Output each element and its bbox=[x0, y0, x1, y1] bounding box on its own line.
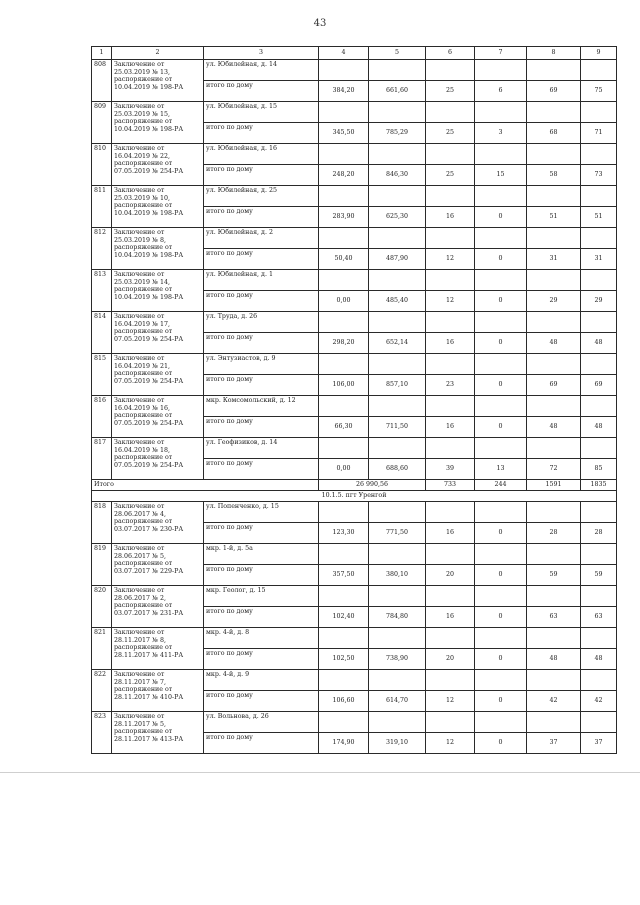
subtotal-label-cell: итого по дому bbox=[204, 417, 319, 438]
value-cell: 58 bbox=[527, 165, 581, 186]
empty-cell bbox=[369, 186, 426, 207]
value-cell: 688,60 bbox=[369, 459, 426, 480]
value-cell: 66,30 bbox=[319, 417, 369, 438]
subtotal-label-cell: итого по дому bbox=[204, 249, 319, 270]
column-header: 9 bbox=[581, 47, 617, 60]
subtotal-label-cell: итого по дому bbox=[204, 375, 319, 396]
document-cell: Заключение от 28.11.2017 № 8, распоряжение от 28.11.2017 № 411-РА bbox=[112, 628, 204, 670]
value-cell: 0,00 bbox=[319, 459, 369, 480]
row-number-cell: 817 bbox=[92, 438, 112, 480]
value-cell: 0 bbox=[475, 417, 527, 438]
value-cell: 319,10 bbox=[369, 733, 426, 754]
total-value-cell: 1591 bbox=[527, 480, 581, 491]
value-cell: 59 bbox=[581, 565, 617, 586]
row-number-cell: 810 bbox=[92, 144, 112, 186]
table-row bbox=[92, 228, 617, 249]
table-row bbox=[92, 670, 617, 691]
empty-cell bbox=[369, 102, 426, 123]
row-number-cell: 812 bbox=[92, 228, 112, 270]
empty-cell bbox=[527, 586, 581, 607]
subtotal-label-cell: итого по дому bbox=[204, 123, 319, 144]
empty-cell bbox=[426, 270, 475, 291]
total-label-cell: Итого bbox=[92, 480, 319, 491]
value-cell: 25 bbox=[426, 165, 475, 186]
value-cell: 487,90 bbox=[369, 249, 426, 270]
empty-cell bbox=[475, 102, 527, 123]
empty-cell bbox=[369, 586, 426, 607]
row-number-cell: 820 bbox=[92, 586, 112, 628]
empty-cell bbox=[426, 312, 475, 333]
table-row bbox=[92, 186, 617, 207]
document-cell: Заключение от 28.06.2017 № 2, распоряжение от 03.07.2017 № 231-РА bbox=[112, 586, 204, 628]
empty-cell bbox=[369, 544, 426, 565]
empty-cell bbox=[426, 228, 475, 249]
table-row bbox=[92, 60, 617, 81]
value-cell: 102,50 bbox=[319, 649, 369, 670]
column-header: 6 bbox=[426, 47, 475, 60]
table-row bbox=[92, 438, 617, 459]
table-row bbox=[92, 586, 617, 607]
empty-cell bbox=[475, 712, 527, 733]
value-cell: 37 bbox=[581, 733, 617, 754]
empty-cell bbox=[369, 60, 426, 81]
value-cell: 63 bbox=[527, 607, 581, 628]
value-cell: 123,30 bbox=[319, 523, 369, 544]
column-header-row bbox=[92, 47, 617, 60]
empty-cell bbox=[581, 60, 617, 81]
document-cell: Заключение от 25.03.2019 № 13, распоряжение от 10.04.2019 № 198-РА bbox=[112, 60, 204, 102]
total-value-cell: 244 bbox=[475, 480, 527, 491]
document-cell: Заключение от 16.04.2019 № 17, распоряжение от 07.05.2019 № 254-РА bbox=[112, 312, 204, 354]
empty-cell bbox=[527, 712, 581, 733]
address-cell: мкр. 4-й, д. 8 bbox=[204, 628, 319, 649]
value-cell: 0 bbox=[475, 291, 527, 312]
empty-cell bbox=[581, 312, 617, 333]
value-cell: 0 bbox=[475, 333, 527, 354]
value-cell: 31 bbox=[527, 249, 581, 270]
value-cell: 25 bbox=[426, 81, 475, 102]
address-cell: мкр. 1-й, д. 5а bbox=[204, 544, 319, 565]
value-cell: 69 bbox=[527, 375, 581, 396]
value-cell: 0 bbox=[475, 249, 527, 270]
empty-cell bbox=[426, 586, 475, 607]
value-cell: 48 bbox=[581, 333, 617, 354]
total-value-cell: 1835 bbox=[581, 480, 617, 491]
empty-cell bbox=[475, 354, 527, 375]
row-number-cell: 809 bbox=[92, 102, 112, 144]
empty-cell bbox=[475, 502, 527, 523]
table-row bbox=[92, 544, 617, 565]
subtotal-label-cell: итого по дому bbox=[204, 81, 319, 102]
address-cell: мкр. Комсомольский, д. 12 bbox=[204, 396, 319, 417]
address-cell: ул. Попенченко, д. 15 bbox=[204, 502, 319, 523]
empty-cell bbox=[581, 586, 617, 607]
value-cell: 0 bbox=[475, 691, 527, 712]
value-cell: 28 bbox=[581, 523, 617, 544]
value-cell: 37 bbox=[527, 733, 581, 754]
document-cell: Заключение от 28.11.2017 № 7, распоряжение от 28.11.2017 № 410-РА bbox=[112, 670, 204, 712]
empty-cell bbox=[581, 354, 617, 375]
value-cell: 29 bbox=[527, 291, 581, 312]
address-cell: ул. Юбилейная, д. 1 bbox=[204, 270, 319, 291]
empty-cell bbox=[475, 270, 527, 291]
value-cell: 25 bbox=[426, 123, 475, 144]
value-cell: 625,30 bbox=[369, 207, 426, 228]
empty-cell bbox=[475, 586, 527, 607]
value-cell: 6 bbox=[475, 81, 527, 102]
empty-cell bbox=[319, 228, 369, 249]
empty-cell bbox=[581, 270, 617, 291]
value-cell: 63 bbox=[581, 607, 617, 628]
document-cell: Заключение от 25.03.2019 № 8, распоряжение от 10.04.2019 № 198-РА bbox=[112, 228, 204, 270]
value-cell: 48 bbox=[527, 649, 581, 670]
empty-cell bbox=[527, 628, 581, 649]
empty-cell bbox=[581, 396, 617, 417]
value-cell: 12 bbox=[426, 249, 475, 270]
value-cell: 0 bbox=[475, 375, 527, 396]
value-cell: 0 bbox=[475, 733, 527, 754]
empty-cell bbox=[527, 144, 581, 165]
column-header: 3 bbox=[204, 47, 319, 60]
subtotal-label-cell: итого по дому bbox=[204, 165, 319, 186]
value-cell: 0 bbox=[475, 649, 527, 670]
row-number-cell: 816 bbox=[92, 396, 112, 438]
empty-cell bbox=[527, 544, 581, 565]
value-cell: 16 bbox=[426, 417, 475, 438]
subtotal-label-cell: итого по дому bbox=[204, 649, 319, 670]
empty-cell bbox=[527, 228, 581, 249]
empty-cell bbox=[319, 502, 369, 523]
empty-cell bbox=[581, 670, 617, 691]
value-cell: 16 bbox=[426, 207, 475, 228]
document-cell: Заключение от 16.04.2019 № 18, распоряжение от 07.05.2019 № 254-РА bbox=[112, 438, 204, 480]
address-cell: ул. Юбилейная, д. 25 bbox=[204, 186, 319, 207]
total-value-cell: 26 990,56 bbox=[319, 480, 426, 491]
document-cell: Заключение от 25.03.2019 № 14, распоряжение от 10.04.2019 № 198-РА bbox=[112, 270, 204, 312]
housing-table bbox=[91, 46, 617, 754]
empty-cell bbox=[426, 628, 475, 649]
value-cell: 48 bbox=[581, 417, 617, 438]
value-cell: 16 bbox=[426, 523, 475, 544]
value-cell: 3 bbox=[475, 123, 527, 144]
empty-cell bbox=[426, 102, 475, 123]
value-cell: 39 bbox=[426, 459, 475, 480]
empty-cell bbox=[426, 60, 475, 81]
empty-cell bbox=[527, 60, 581, 81]
empty-cell bbox=[319, 354, 369, 375]
address-cell: ул. Юбилейная, д. 16 bbox=[204, 144, 319, 165]
address-cell: ул. Энтузиастов, д. 9 bbox=[204, 354, 319, 375]
row-number-cell: 822 bbox=[92, 670, 112, 712]
value-cell: 28 bbox=[527, 523, 581, 544]
value-cell: 71 bbox=[581, 123, 617, 144]
empty-cell bbox=[581, 144, 617, 165]
empty-cell bbox=[527, 502, 581, 523]
empty-cell bbox=[475, 670, 527, 691]
table-row bbox=[92, 712, 617, 733]
table-row bbox=[92, 144, 617, 165]
subtotal-label-cell: итого по дому bbox=[204, 565, 319, 586]
value-cell: 69 bbox=[527, 81, 581, 102]
value-cell: 75 bbox=[581, 81, 617, 102]
empty-cell bbox=[319, 438, 369, 459]
column-header: 8 bbox=[527, 47, 581, 60]
subtotal-label-cell: итого по дому bbox=[204, 207, 319, 228]
value-cell: 20 bbox=[426, 565, 475, 586]
address-cell: ул. Вольнова, д. 26 bbox=[204, 712, 319, 733]
value-cell: 298,20 bbox=[319, 333, 369, 354]
address-cell: ул. Геофизиков, д. 14 bbox=[204, 438, 319, 459]
empty-cell bbox=[581, 502, 617, 523]
empty-cell bbox=[426, 502, 475, 523]
row-number-cell: 821 bbox=[92, 628, 112, 670]
value-cell: 102,40 bbox=[319, 607, 369, 628]
table-row bbox=[92, 312, 617, 333]
empty-cell bbox=[527, 312, 581, 333]
value-cell: 12 bbox=[426, 733, 475, 754]
empty-cell bbox=[319, 586, 369, 607]
value-cell: 283,90 bbox=[319, 207, 369, 228]
empty-cell bbox=[319, 670, 369, 691]
value-cell: 380,10 bbox=[369, 565, 426, 586]
document-cell: Заключение от 25.03.2019 № 10, распоряжение от 10.04.2019 № 198-РА bbox=[112, 186, 204, 228]
column-header: 4 bbox=[319, 47, 369, 60]
address-cell: ул. Труда, д. 26 bbox=[204, 312, 319, 333]
empty-cell bbox=[426, 438, 475, 459]
document-cell: Заключение от 16.04.2019 № 22, распоряжение от 07.05.2019 № 254-РА bbox=[112, 144, 204, 186]
document-cell: Заключение от 28.06.2017 № 5, распоряжение от 03.07.2017 № 229-РА bbox=[112, 544, 204, 586]
column-header: 5 bbox=[369, 47, 426, 60]
value-cell: 23 bbox=[426, 375, 475, 396]
value-cell: 16 bbox=[426, 607, 475, 628]
value-cell: 384,20 bbox=[319, 81, 369, 102]
document-cell: Заключение от 28.11.2017 № 5, распоряжение от 28.11.2017 № 413-РА bbox=[112, 712, 204, 754]
value-cell: 784,80 bbox=[369, 607, 426, 628]
empty-cell bbox=[581, 544, 617, 565]
empty-cell bbox=[527, 270, 581, 291]
row-number-cell: 823 bbox=[92, 712, 112, 754]
empty-cell bbox=[369, 628, 426, 649]
value-cell: 20 bbox=[426, 649, 475, 670]
value-cell: 68 bbox=[527, 123, 581, 144]
value-cell: 73 bbox=[581, 165, 617, 186]
row-number-cell: 819 bbox=[92, 544, 112, 586]
table-row bbox=[92, 628, 617, 649]
document-cell: Заключение от 16.04.2019 № 21, распоряжение от 07.05.2019 № 254-РА bbox=[112, 354, 204, 396]
address-cell: мкр. 4-й, д. 9 bbox=[204, 670, 319, 691]
empty-cell bbox=[527, 102, 581, 123]
value-cell: 0 bbox=[475, 523, 527, 544]
empty-cell bbox=[369, 712, 426, 733]
value-cell: 42 bbox=[527, 691, 581, 712]
subtotal-label-cell: итого по дому bbox=[204, 607, 319, 628]
address-cell: ул. Юбилейная, д. 2 bbox=[204, 228, 319, 249]
column-header: 7 bbox=[475, 47, 527, 60]
value-cell: 69 bbox=[581, 375, 617, 396]
empty-cell bbox=[475, 544, 527, 565]
total-row bbox=[92, 480, 617, 491]
value-cell: 485,40 bbox=[369, 291, 426, 312]
empty-cell bbox=[527, 354, 581, 375]
subtotal-label-cell: итого по дому bbox=[204, 523, 319, 544]
value-cell: 29 bbox=[581, 291, 617, 312]
value-cell: 661,60 bbox=[369, 81, 426, 102]
value-cell: 15 bbox=[475, 165, 527, 186]
value-cell: 785,29 bbox=[369, 123, 426, 144]
empty-cell bbox=[475, 396, 527, 417]
row-number-cell: 811 bbox=[92, 186, 112, 228]
empty-cell bbox=[426, 712, 475, 733]
value-cell: 59 bbox=[527, 565, 581, 586]
subtotal-label-cell: итого по дому bbox=[204, 733, 319, 754]
row-number-cell: 813 bbox=[92, 270, 112, 312]
value-cell: 16 bbox=[426, 333, 475, 354]
empty-cell bbox=[319, 144, 369, 165]
total-value-cell: 733 bbox=[426, 480, 475, 491]
value-cell: 345,50 bbox=[319, 123, 369, 144]
row-number-cell: 808 bbox=[92, 60, 112, 102]
row-number-cell: 814 bbox=[92, 312, 112, 354]
table-row bbox=[92, 102, 617, 123]
scan-page-edge bbox=[0, 772, 640, 773]
empty-cell bbox=[369, 502, 426, 523]
empty-cell bbox=[319, 396, 369, 417]
value-cell: 711,50 bbox=[369, 417, 426, 438]
column-header: 2 bbox=[112, 47, 204, 60]
empty-cell bbox=[527, 438, 581, 459]
value-cell: 0 bbox=[475, 565, 527, 586]
empty-cell bbox=[369, 312, 426, 333]
value-cell: 51 bbox=[581, 207, 617, 228]
subtotal-label-cell: итого по дому bbox=[204, 333, 319, 354]
empty-cell bbox=[475, 186, 527, 207]
page-number: 43 bbox=[313, 18, 327, 29]
empty-cell bbox=[581, 712, 617, 733]
column-header: 1 bbox=[92, 47, 112, 60]
table-row bbox=[92, 270, 617, 291]
value-cell: 51 bbox=[527, 207, 581, 228]
value-cell: 0,00 bbox=[319, 291, 369, 312]
empty-cell bbox=[581, 628, 617, 649]
section-title: 10.1.5. пгт Уренгой bbox=[92, 491, 617, 502]
empty-cell bbox=[475, 228, 527, 249]
value-cell: 106,00 bbox=[319, 375, 369, 396]
empty-cell bbox=[527, 396, 581, 417]
empty-cell bbox=[369, 144, 426, 165]
empty-cell bbox=[319, 312, 369, 333]
value-cell: 48 bbox=[581, 649, 617, 670]
empty-cell bbox=[426, 544, 475, 565]
value-cell: 48 bbox=[527, 417, 581, 438]
value-cell: 42 bbox=[581, 691, 617, 712]
table-row bbox=[92, 396, 617, 417]
address-cell: ул. Юбилейная, д. 14 bbox=[204, 60, 319, 81]
value-cell: 31 bbox=[581, 249, 617, 270]
value-cell: 174,90 bbox=[319, 733, 369, 754]
value-cell: 72 bbox=[527, 459, 581, 480]
value-cell: 12 bbox=[426, 691, 475, 712]
empty-cell bbox=[527, 670, 581, 691]
empty-cell bbox=[319, 186, 369, 207]
empty-cell bbox=[319, 628, 369, 649]
empty-cell bbox=[475, 60, 527, 81]
value-cell: 48 bbox=[527, 333, 581, 354]
empty-cell bbox=[369, 354, 426, 375]
empty-cell bbox=[369, 438, 426, 459]
value-cell: 85 bbox=[581, 459, 617, 480]
value-cell: 0 bbox=[475, 607, 527, 628]
value-cell: 357,50 bbox=[319, 565, 369, 586]
empty-cell bbox=[581, 228, 617, 249]
value-cell: 12 bbox=[426, 291, 475, 312]
table-row bbox=[92, 502, 617, 523]
address-cell: мкр. Геолог, д. 15 bbox=[204, 586, 319, 607]
empty-cell bbox=[581, 102, 617, 123]
value-cell: 652,14 bbox=[369, 333, 426, 354]
subtotal-label-cell: итого по дому bbox=[204, 691, 319, 712]
value-cell: 106,60 bbox=[319, 691, 369, 712]
empty-cell bbox=[369, 670, 426, 691]
empty-cell bbox=[426, 186, 475, 207]
row-number-cell: 815 bbox=[92, 354, 112, 396]
address-cell: ул. Юбилейная, д. 15 bbox=[204, 102, 319, 123]
value-cell: 771,50 bbox=[369, 523, 426, 544]
value-cell: 50,40 bbox=[319, 249, 369, 270]
empty-cell bbox=[527, 186, 581, 207]
empty-cell bbox=[475, 144, 527, 165]
empty-cell bbox=[319, 544, 369, 565]
section-header-row bbox=[92, 491, 617, 502]
empty-cell bbox=[475, 438, 527, 459]
empty-cell bbox=[319, 60, 369, 81]
value-cell: 738,90 bbox=[369, 649, 426, 670]
empty-cell bbox=[581, 438, 617, 459]
empty-cell bbox=[581, 186, 617, 207]
document-cell: Заключение от 25.03.2019 № 15, распоряжение от 10.04.2019 № 198-РА bbox=[112, 102, 204, 144]
empty-cell bbox=[319, 270, 369, 291]
empty-cell bbox=[369, 270, 426, 291]
subtotal-label-cell: итого по дому bbox=[204, 291, 319, 312]
table-row bbox=[92, 354, 617, 375]
value-cell: 13 bbox=[475, 459, 527, 480]
empty-cell bbox=[426, 670, 475, 691]
document-cell: Заключение от 28.06.2017 № 4, распоряжение от 03.07.2017 № 230-РА bbox=[112, 502, 204, 544]
empty-cell bbox=[426, 396, 475, 417]
empty-cell bbox=[475, 628, 527, 649]
empty-cell bbox=[475, 312, 527, 333]
value-cell: 0 bbox=[475, 207, 527, 228]
empty-cell bbox=[426, 354, 475, 375]
empty-cell bbox=[319, 712, 369, 733]
empty-cell bbox=[369, 396, 426, 417]
value-cell: 248,20 bbox=[319, 165, 369, 186]
value-cell: 857,10 bbox=[369, 375, 426, 396]
empty-cell bbox=[369, 228, 426, 249]
row-number-cell: 818 bbox=[92, 502, 112, 544]
empty-cell bbox=[426, 144, 475, 165]
value-cell: 614,70 bbox=[369, 691, 426, 712]
subtotal-label-cell: итого по дому bbox=[204, 459, 319, 480]
value-cell: 846,30 bbox=[369, 165, 426, 186]
document-cell: Заключение от 16.04.2019 № 16, распоряжение от 07.05.2019 № 254-РА bbox=[112, 396, 204, 438]
empty-cell bbox=[319, 102, 369, 123]
